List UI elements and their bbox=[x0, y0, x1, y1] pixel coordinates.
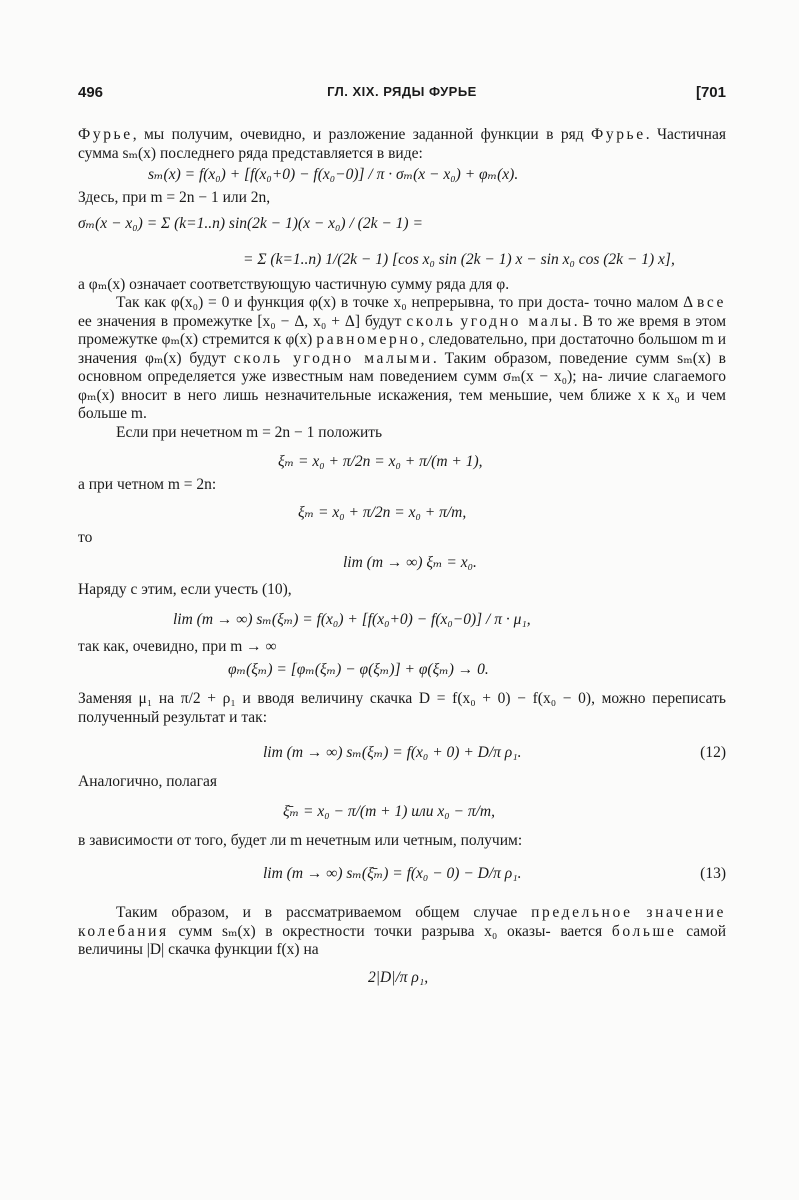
equation-9: ξ̄ₘ = x₀ − π/(m + 1) или x₀ − π/m, bbox=[283, 802, 496, 820]
page bbox=[78, 84, 726, 988]
text-run: меньшие, чем ближе x к x₀ и чем больше m. bbox=[78, 386, 726, 422]
equation-4: ξₘ = x₀ + π/2n = x₀ + π/m, bbox=[298, 503, 467, 521]
text-run: самой величины |D| скачка функции f(x) на bbox=[78, 922, 727, 958]
equation-6: lim (m → ∞) sₘ(ξₘ) = f(x₀) + [f(x₀+0) − f(x₀−0)] / π · μ₁, bbox=[173, 610, 531, 628]
text-run: точно малом Δ bbox=[593, 294, 693, 311]
text-run: . В то же время в этом промежутке φₘ(x) стремится к φ(x) bbox=[78, 312, 727, 348]
chapter-title: ГЛ. XIX. РЯДЫ ФУРЬЕ bbox=[327, 84, 477, 99]
paragraph-1 bbox=[78, 126, 726, 163]
paragraph-13 bbox=[78, 904, 726, 960]
spaced-word: предельное bbox=[531, 904, 633, 921]
equation-2a: σₘ(x − x₀) = Σ (k=1..n) sin(2k − 1)(x − x₀) / (2k − 1) = bbox=[78, 214, 423, 232]
equation-11: 2|D|/π ρ₁, bbox=[368, 968, 429, 986]
text-run: будут bbox=[189, 349, 226, 367]
paragraph-4 bbox=[78, 294, 726, 424]
equation-body: lim (m → ∞) sₘ(ξₘ) = f(x₀ + 0) + D/π ρ₁. bbox=[263, 744, 522, 761]
equation-1: sₘ(x) = f(x₀) + [f(x₀+0) − f(x₀−0)] / π · σₘ(x − x₀) + φₘ(x). bbox=[148, 166, 519, 183]
paragraph-5: Если при нечетном m = 2n − 1 положить bbox=[116, 423, 383, 441]
section-number: [701 bbox=[695, 84, 726, 101]
equation-10 bbox=[78, 864, 726, 884]
spaced-word: сколь угодно малыми bbox=[233, 349, 433, 367]
text-run: , следовательно, при достаточно большом m и значения φₘ(x) bbox=[78, 331, 727, 367]
equation-body: lim (m → ∞) sₘ(ξ̄ₘ) = f(x₀ − 0) − D/π ρ₁. bbox=[263, 865, 522, 882]
text-run: Таким образом, и в рассматриваемом общем случае bbox=[116, 904, 518, 921]
spaced-word: равномерно bbox=[316, 331, 421, 348]
equation-7: φₘ(ξₘ) = [φₘ(ξₘ) − φ(ξₘ)] + φ(ξₘ) → 0. bbox=[228, 661, 489, 678]
equation-8 bbox=[78, 743, 726, 763]
spaced-word: все bbox=[697, 294, 726, 311]
text-run: . Частичная сумма sₘ(x) последнего ряда представляется в виде: bbox=[78, 126, 726, 162]
spaced-word: Фурье bbox=[591, 126, 646, 143]
paragraph-10 bbox=[78, 690, 726, 727]
spaced-word: значение колебания bbox=[78, 904, 726, 940]
paragraph-11: Аналогично, полагая bbox=[78, 773, 218, 790]
text-run: , мы получим, очевидно, и разложение заданной функции в ряд bbox=[132, 126, 584, 143]
equation-number-12: (12) bbox=[700, 744, 726, 761]
equation-number-13: (13) bbox=[700, 865, 726, 882]
text-run: вается bbox=[560, 922, 603, 940]
text-run: ее значения в промежутке [x₀ − Δ, x₀ + Δ] будут bbox=[78, 312, 402, 330]
paragraph-9: так как, очевидно, при m → ∞ bbox=[78, 637, 277, 655]
text-run: . Таким образом, поведение сумм sₘ(x) в bbox=[432, 349, 726, 367]
paragraph-8: Наряду с этим, если учесть (10), bbox=[78, 581, 292, 598]
spaced-word: сколь bbox=[406, 312, 456, 330]
paragraph-7: то bbox=[78, 528, 93, 546]
spaced-word: Фурье bbox=[78, 126, 133, 143]
text-run: Заменяя μ₁ на π/2 + ρ₁ и вводя величину скачка D = f(x₀ + 0) − f(x₀ − 0), bbox=[78, 690, 595, 707]
equation-5: lim (m → ∞) ξₘ = x₀. bbox=[343, 554, 477, 571]
text-run: Так как φ(x₀) = 0 и функция φ(x) в точке x₀ непрерывна, то при доста- bbox=[116, 294, 590, 311]
text-run: личие слагаемого φₘ(x) вносит в него лишь незначительные искажения, тем bbox=[78, 368, 727, 404]
spaced-word: угодно малы bbox=[460, 312, 574, 330]
page-number: 496 bbox=[78, 84, 104, 101]
equation-3: ξₘ = x₀ + π/2n = x₀ + π/(m + 1), bbox=[278, 453, 483, 470]
running-header bbox=[78, 84, 726, 112]
text-run: сумм sₘ(x) в окрестности точки разрыва x₀ оказы- bbox=[178, 922, 551, 940]
paragraph-6: а при четном m = 2n: bbox=[78, 476, 217, 493]
spaced-word: больше bbox=[611, 922, 677, 940]
paragraph-2: Здесь, при m = 2n − 1 или 2n, bbox=[78, 189, 271, 206]
paragraph-3: a φₘ(x) означает соответствующую частичную сумму ряда для φ. bbox=[78, 275, 510, 293]
paragraph-12: в зависимости от того, будет ли m нечетным или четным, получим: bbox=[78, 831, 523, 849]
text-run: можно переписать полученный результат и так: bbox=[78, 690, 726, 726]
equation-2b: = Σ (k=1..n) 1/(2k − 1) [cos x₀ sin (2k − 1) x − sin x₀ cos (2k − 1) x], bbox=[243, 250, 675, 268]
text-run: основном определяется уже известным нам поведением сумм σₘ(x − x₀); на- bbox=[78, 368, 603, 385]
